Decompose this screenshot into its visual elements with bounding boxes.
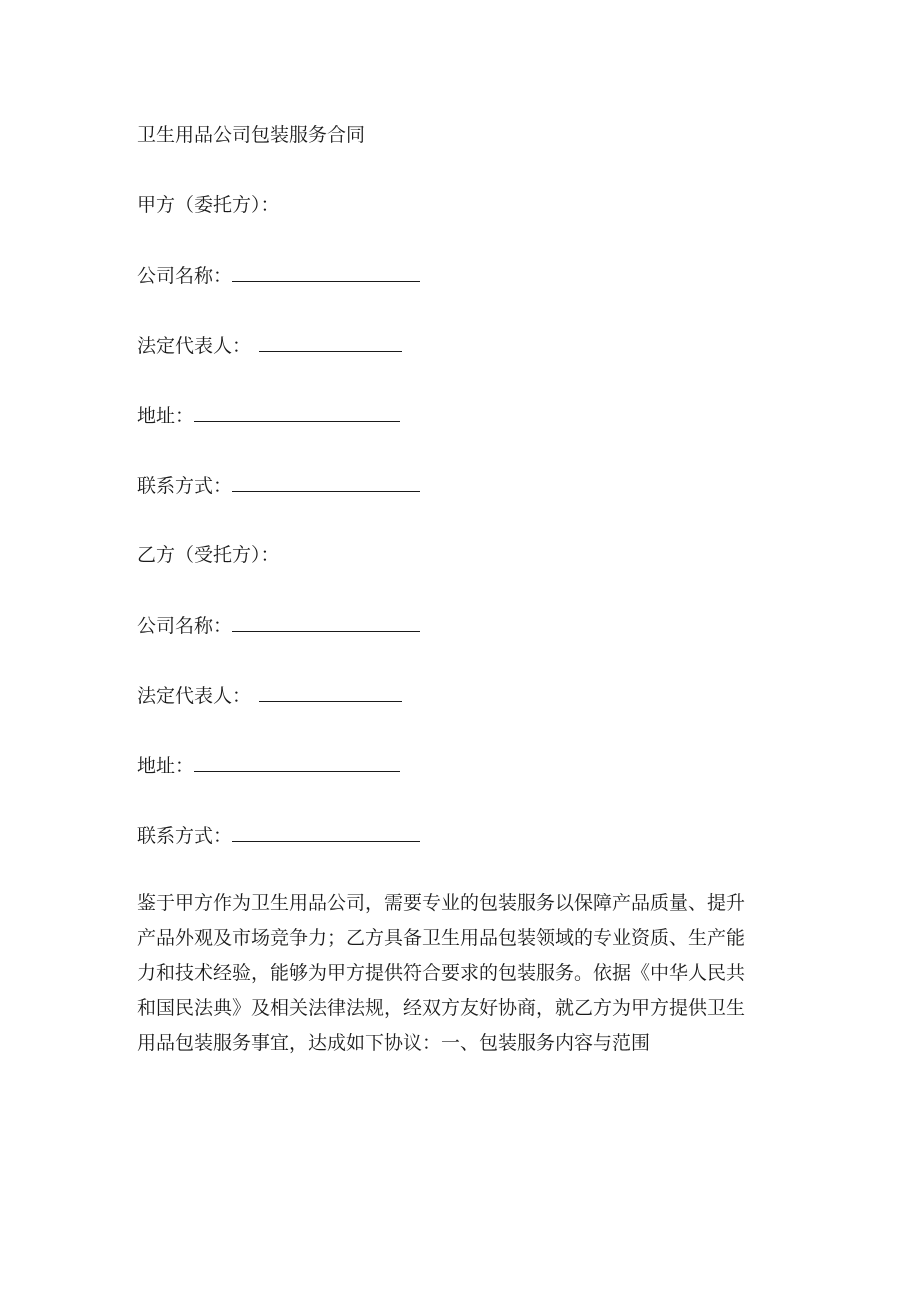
party-a-rep-blank[interactable] [259,333,402,352]
party-a-address-row [137,403,400,428]
preamble-line: 产品外观及市场竞争力；乙方具备卫生用品包装领域的专业资质、生产能 [137,927,746,949]
party-b-address-blank[interactable] [194,753,400,772]
party-b-contact-row [137,823,420,848]
party-a-company-blank[interactable] [232,263,420,282]
party-b-contact-blank[interactable] [232,823,420,842]
party-b-heading: 乙方（受托方）： [137,544,280,566]
preamble-paragraph [137,886,787,1061]
party-b-address-row [137,753,400,778]
party-a-heading: 甲方（委托方）： [137,194,280,216]
party-a-address-label: 地址： [137,405,195,427]
document-title: 卫生用品公司包装服务合同 [137,124,366,146]
preamble-line: 用品包装服务事宜，达成如下协议：一、包装服务内容与范围 [137,1032,651,1054]
party-a-rep-row [137,333,402,358]
party-a-contact-label: 联系方式： [137,475,233,497]
party-b-rep-row [137,683,402,708]
party-a-address-blank[interactable] [194,403,400,422]
party-b-rep-label: 法定代表人： [137,685,252,707]
party-b-address-label: 地址： [137,755,195,777]
party-b-company-label: 公司名称： [137,615,233,637]
party-a-company-row [137,263,420,288]
party-b-company-row [137,613,420,638]
preamble-line: 力和技术经验，能够为甲方提供符合要求的包装服务。依据《中华人民共 [137,962,746,984]
party-b-company-blank[interactable] [232,613,420,632]
preamble-line: 鉴于甲方作为卫生用品公司，需要专业的包装服务以保障产品质量、提升 [137,892,746,914]
party-b-contact-label: 联系方式： [137,825,233,847]
party-a-contact-row [137,473,420,498]
preamble-line: 和国民法典》及相关法律法规，经双方友好协商，就乙方为甲方提供卫生 [137,997,746,1019]
party-a-rep-label: 法定代表人： [137,335,252,357]
party-b-rep-blank[interactable] [259,683,402,702]
party-a-company-label: 公司名称： [137,265,233,287]
party-a-contact-blank[interactable] [232,473,420,492]
